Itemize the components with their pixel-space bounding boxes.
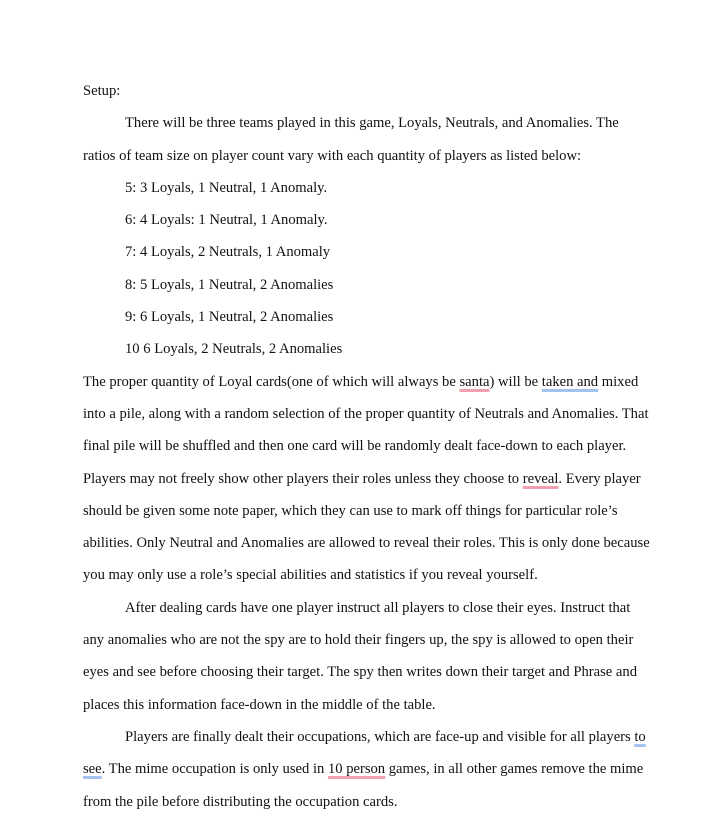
- document-page[interactable]: [83, 80, 650, 823]
- spelling-error-mark[interactable]: 10 person: [327, 761, 386, 778]
- grammar-suggestion-mark[interactable]: see: [83, 761, 102, 778]
- paragraph-line: [83, 371, 639, 403]
- paragraph-line: final pile will be shuffled and then one card will be randomly dealt face-down to each player.: [83, 438, 627, 455]
- paragraph-line: from the pile before distributing the occupation cards.: [83, 793, 398, 810]
- ratio-list-item: 6: 4 Loyals: 1 Neutral, 1 Anomaly.: [125, 212, 328, 229]
- paragraph-line: There will be three teams played in this game, Loyals, Neutrals, and Anomalies. The: [125, 115, 619, 132]
- paragraph-line: any anomalies who are not the spy are to hold their fingers up, the spy is allowed to open their: [83, 632, 634, 649]
- grammar-suggestion-mark[interactable]: taken and: [541, 373, 599, 390]
- paragraph-line: eyes and see before choosing their target. The spy then writes down their target and Phrase and: [83, 664, 637, 681]
- text-run: mixed: [598, 373, 639, 390]
- paragraph-line: abilities. Only Neutral and Anomalies are allowed to reveal their roles. This is only done because: [83, 535, 650, 552]
- paragraph-line: ratios of team size on player count vary with each quantity of players as listed below:: [83, 147, 582, 164]
- ratio-list-item: 9: 6 Loyals, 1 Neutral, 2 Anomalies: [125, 309, 334, 326]
- text-run: games, in all other games remove the mime: [385, 761, 644, 778]
- ratio-list-item: 10 6 Loyals, 2 Neutrals, 2 Anomalies: [125, 341, 343, 358]
- paragraph-line: should be given some note paper, which they can use to mark off things for particular role’s: [83, 502, 618, 519]
- spelling-error-mark[interactable]: reveal: [522, 470, 559, 487]
- paragraph-line: After dealing cards have one player instruct all players to close their eyes. Instruct that: [125, 599, 631, 616]
- text-run: Players are finally dealt their occupations, which are face-up and visible for all players: [125, 728, 635, 745]
- ratio-list-item: 5: 3 Loyals, 1 Neutral, 1 Anomaly.: [125, 179, 328, 196]
- paragraph-line: you may only use a role’s special abilities and statistics if you reveal yourself.: [83, 567, 538, 584]
- paragraph-line: [83, 726, 646, 758]
- text-run: . The mime occupation is only used in: [101, 761, 328, 778]
- paragraph-line: places this information face-down in the middle of the table.: [83, 696, 436, 713]
- paragraph-line: [83, 758, 644, 790]
- text-run: . Every player: [558, 470, 641, 487]
- ratio-list-item: 8: 5 Loyals, 1 Neutral, 2 Anomalies: [125, 276, 334, 293]
- paragraph-line: [83, 468, 641, 500]
- text-run: ) will be: [489, 373, 542, 390]
- setup-heading: Setup:: [83, 83, 121, 99]
- text-run: The proper quantity of Loyal cards(one of which will always be: [83, 373, 460, 390]
- spelling-error-mark[interactable]: santa: [459, 373, 490, 390]
- ratio-list-item: 7: 4 Loyals, 2 Neutrals, 1 Anomaly: [125, 244, 331, 261]
- text-run: Players may not freely show other players their roles unless they choose to: [83, 470, 523, 487]
- grammar-suggestion-mark[interactable]: to: [634, 728, 646, 745]
- paragraph-line: into a pile, along with a random selection of the proper quantity of Neutrals and Anomalies. That: [83, 405, 649, 422]
